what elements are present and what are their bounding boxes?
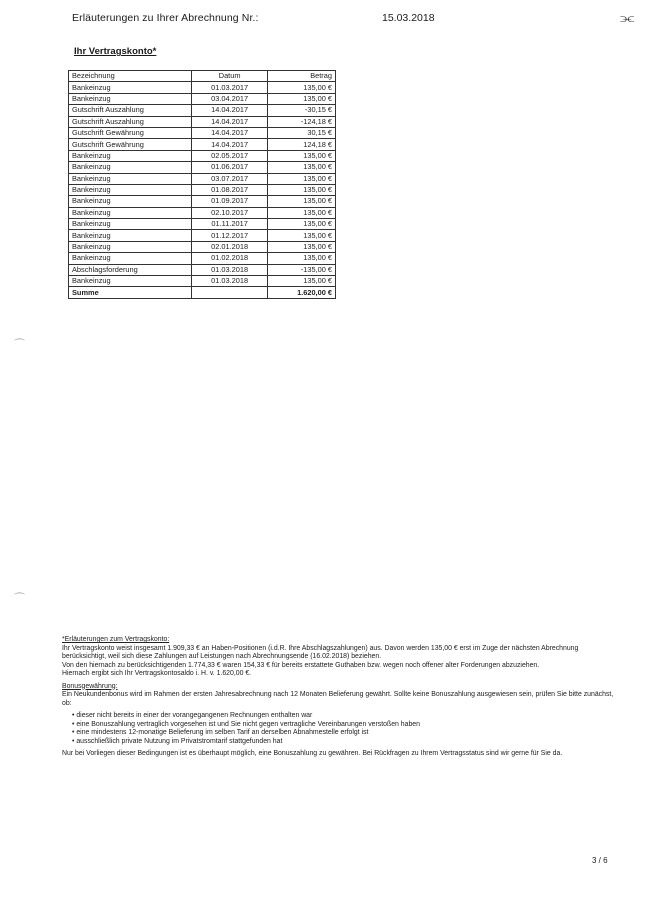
bonus-heading: Bonusgewährung: <box>62 682 118 690</box>
cell-bezeichnung: Bankeinzug <box>69 82 192 93</box>
sum-value: 1.620,00 € <box>268 287 336 298</box>
table-row <box>69 241 336 252</box>
document-date: 15.03.2018 <box>382 12 435 24</box>
notes-section <box>62 636 622 759</box>
cell-betrag: 135,00 € <box>268 241 336 252</box>
table-row <box>69 93 336 104</box>
cell-bezeichnung: Bankeinzug <box>69 253 192 264</box>
cell-betrag: 135,00 € <box>268 253 336 264</box>
sum-row <box>69 287 336 298</box>
cell-datum: 02.10.2017 <box>192 207 268 218</box>
cell-bezeichnung: Bankeinzug <box>69 219 192 230</box>
cell-datum: 02.01.2018 <box>192 241 268 252</box>
table-row <box>69 139 336 150</box>
cell-datum: 14.04.2017 <box>192 116 268 127</box>
cell-bezeichnung: Gutschrift Gewährung <box>69 127 192 138</box>
document-title: Erläuterungen zu Ihrer Abrechnung Nr.: <box>72 12 259 24</box>
cell-bezeichnung: Gutschrift Auszahlung <box>69 105 192 116</box>
cell-datum: 01.08.2017 <box>192 184 268 195</box>
table-header-row <box>69 71 336 82</box>
table-row <box>69 264 336 275</box>
handwritten-mark-icon: ⫘ <box>620 10 635 27</box>
cell-betrag: 135,00 € <box>268 196 336 207</box>
cell-betrag: 124,18 € <box>268 139 336 150</box>
cell-datum: 01.03.2018 <box>192 264 268 275</box>
cell-betrag: 135,00 € <box>268 230 336 241</box>
cell-betrag: 135,00 € <box>268 276 336 287</box>
cell-betrag: -30,15 € <box>268 105 336 116</box>
cell-datum: 02.05.2017 <box>192 150 268 161</box>
table-row <box>69 207 336 218</box>
cell-datum: 01.06.2017 <box>192 162 268 173</box>
notes-paragraph-1: Ihr Vertragskonto weist insgesamt 1.909,33 € an Haben-Positionen (i.d.R. Ihre Abschlagszahlungen) aus. Davon werden 135,00 € erst im Zuge der nächsten Abrechnung berücksichtigt, weil sich diese Zahlungen auf Leistungen nach Abrechnungsende (16.02.2018) beziehen. <box>62 644 579 660</box>
cell-betrag: 135,00 € <box>268 173 336 184</box>
table-row <box>69 253 336 264</box>
list-item: • eine mindestens 12-monatige Belieferung im selben Tarif an derselben Abnahmestelle erfolgt ist <box>72 729 622 738</box>
cell-datum: 01.03.2018 <box>192 276 268 287</box>
list-item: • ausschließlich private Nutzung im Privatstromtarif stattgefunden hat <box>72 738 622 747</box>
cell-betrag: 135,00 € <box>268 184 336 195</box>
table-row <box>69 230 336 241</box>
cell-bezeichnung: Bankeinzug <box>69 150 192 161</box>
col-header-bezeichnung: Bezeichnung <box>69 71 192 82</box>
cell-datum: 14.04.2017 <box>192 139 268 150</box>
table-row <box>69 184 336 195</box>
cell-betrag: -124,18 € <box>268 116 336 127</box>
list-item: • eine Bonuszahlung vertraglich vorgesehen ist und Sie nicht gegen vertragliche Vereinbarungen verstoßen haben <box>72 721 622 730</box>
cell-bezeichnung: Bankeinzug <box>69 184 192 195</box>
cell-betrag: 135,00 € <box>268 150 336 161</box>
cell-bezeichnung: Bankeinzug <box>69 207 192 218</box>
cell-bezeichnung: Bankeinzug <box>69 230 192 241</box>
page-number: 3 / 6 <box>592 856 608 865</box>
closing-paragraph: Nur bei Vorliegen dieser Bedingungen ist es überhaupt möglich, eine Bonuszahlung zu gewähren. Bei Rückfragen zu Ihrem Vertragsstatus sind wir gerne für Sie da. <box>62 750 563 757</box>
table-row <box>69 173 336 184</box>
col-header-datum: Datum <box>192 71 268 82</box>
sum-empty <box>192 287 268 298</box>
cell-betrag: 135,00 € <box>268 162 336 173</box>
cell-bezeichnung: Bankeinzug <box>69 173 192 184</box>
table-row <box>69 162 336 173</box>
cell-betrag: 30,15 € <box>268 127 336 138</box>
cell-bezeichnung: Bankeinzug <box>69 276 192 287</box>
table-row <box>69 150 336 161</box>
sum-label: Summe <box>69 287 192 298</box>
cell-datum: 01.02.2018 <box>192 253 268 264</box>
notes-paragraph-2: Von den hiernach zu berücksichtigenden 1.774,33 € waren 154,33 € für bereits erstattete Guthaben bzw. wegen noch offener alter Forderungen abzuziehen. <box>62 661 540 669</box>
margin-mark-icon: ⌒ <box>14 339 25 351</box>
cell-betrag: 135,00 € <box>268 207 336 218</box>
table-row <box>69 82 336 93</box>
cell-datum: 03.04.2017 <box>192 93 268 104</box>
cell-bezeichnung: Abschlagsforderung <box>69 264 192 275</box>
cell-bezeichnung: Bankeinzug <box>69 162 192 173</box>
cell-betrag: 135,00 € <box>268 82 336 93</box>
cell-datum: 01.12.2017 <box>192 230 268 241</box>
cell-datum: 03.07.2017 <box>192 173 268 184</box>
cell-betrag: -135,00 € <box>268 264 336 275</box>
bonus-paragraph: Ein Neukundenbonus wird im Rahmen der ersten Jahresabrechnung nach 12 Monaten Belieferung gewährt. Sollte keine Bonuszahlung ausgewiesen sein, prüfen Sie bitte zunächst, ob: <box>62 691 614 707</box>
bonus-conditions-list <box>72 712 622 746</box>
cell-bezeichnung: Gutschrift Gewährung <box>69 139 192 150</box>
margin-mark-icon: ⌒ <box>14 593 25 605</box>
account-table <box>68 70 336 299</box>
notes-heading: *Erläuterungen zum Vertragskonto: <box>62 636 170 643</box>
cell-bezeichnung: Bankeinzug <box>69 93 192 104</box>
list-item: • dieser nicht bereits in einer der vorangegangenen Rechnungen enthalten war <box>72 712 622 721</box>
notes-paragraph-3: Hiernach ergibt sich Ihr Vertragskontosaldo i. H. v. 1.620,00 €. <box>62 670 252 677</box>
cell-bezeichnung: Bankeinzug <box>69 196 192 207</box>
cell-betrag: 135,00 € <box>268 219 336 230</box>
section-title: Ihr Vertragskonto* <box>74 46 157 57</box>
cell-datum: 01.11.2017 <box>192 219 268 230</box>
cell-datum: 01.09.2017 <box>192 196 268 207</box>
table-row <box>69 127 336 138</box>
table-row <box>69 219 336 230</box>
table-row <box>69 196 336 207</box>
cell-datum: 14.04.2017 <box>192 127 268 138</box>
table-row <box>69 116 336 127</box>
table-row <box>69 105 336 116</box>
table-row <box>69 276 336 287</box>
cell-bezeichnung: Bankeinzug <box>69 241 192 252</box>
cell-bezeichnung: Gutschrift Auszahlung <box>69 116 192 127</box>
col-header-betrag: Betrag <box>268 71 336 82</box>
cell-datum: 01.03.2017 <box>192 82 268 93</box>
cell-datum: 14.04.2017 <box>192 105 268 116</box>
cell-betrag: 135,00 € <box>268 93 336 104</box>
